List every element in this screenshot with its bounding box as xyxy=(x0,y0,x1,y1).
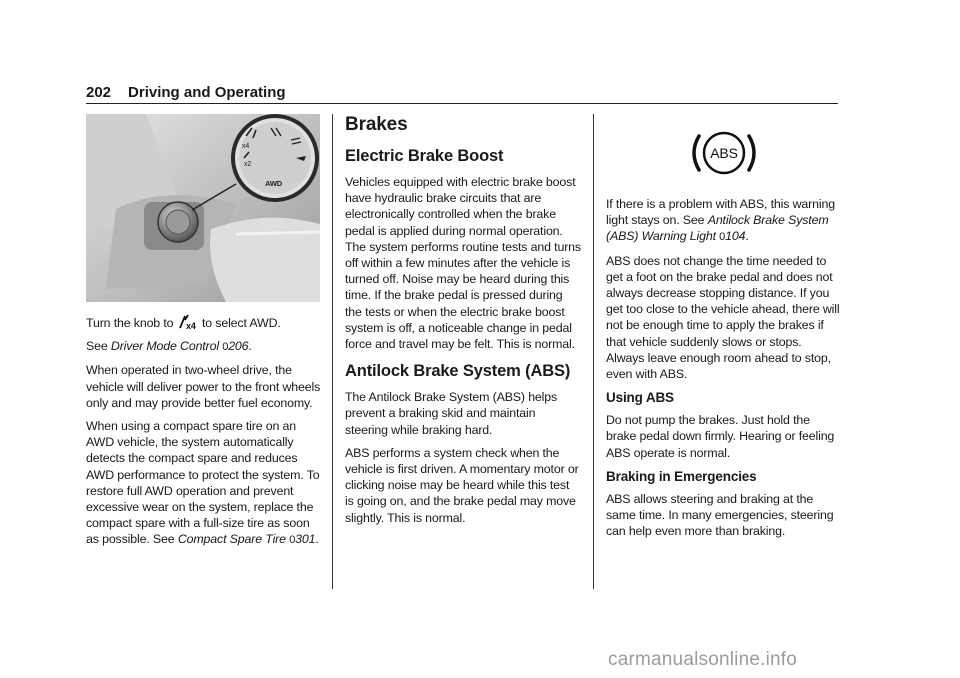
abs-heading: Antilock Brake System (ABS) xyxy=(345,362,571,381)
column-2 xyxy=(345,114,581,533)
column-divider-2 xyxy=(593,114,594,589)
abs-paragraph-1: The Antilock Brake System (ABS) helps prevent a braking skid and maintain steering while braking hard. xyxy=(345,390,558,437)
column-1 xyxy=(86,114,322,556)
using-abs-paragraph: Do not pump the brakes. Just hold the brake pedal down firmly. Hearing or feeling ABS operate is normal. xyxy=(606,413,835,460)
brake-boost-paragraph: Vehicles equipped with electric brake boost have hydraulic brake circuits that are electronically controlled when the brake pedal is applied during normal operation. The system performs routine tests and turns off within a few minutes after the vehicle is turned off. Noise may be heard during this time. If the brake pedal is pressed during the tests or when the electric brake boost system is off, a noticeable change in pedal force and travel may be felt. This is normal. xyxy=(345,175,581,352)
abs-warning-paragraph: If there is a problem with ABS, this warning light stays on. See Antilock Brake System (ABS) Warning Light 0104. xyxy=(606,197,835,244)
using-abs-heading: Using ABS xyxy=(606,390,674,406)
page-ref-symbol: 0 xyxy=(222,341,229,354)
braking-emergencies-heading: Braking in Emergencies xyxy=(606,468,757,484)
page-number: 202 xyxy=(86,84,112,101)
watermark: carmanualsonline.info xyxy=(608,649,798,670)
header-rule xyxy=(86,103,838,104)
turn-knob-paragraph: Turn the knob to x4 to select AWD. xyxy=(86,316,281,330)
compact-spare-link[interactable]: Compact Spare Tire xyxy=(177,532,286,547)
abs-warning-light-link[interactable]: Antilock Brake System (ABS) Warning Light xyxy=(606,213,829,244)
column-3 xyxy=(606,114,842,546)
svg-text:x2: x2 xyxy=(244,161,252,168)
compact-spare-paragraph: When using a compact spare tire on an AWD vehicle, the system automatically detects the compact spare and reduces AWD performance to protect the system. To restore full AWD operation and prevent excessive wear on the system, replace the compact spare with a full-size tire as soon as possible. See Compact Spare Tire 0301. xyxy=(86,419,320,547)
page-ref-number[interactable]: 301 xyxy=(295,532,316,547)
brakes-heading: Brakes xyxy=(345,114,408,135)
abs-warning-icon xyxy=(679,128,769,178)
page-ref-symbol: 0 xyxy=(719,231,726,244)
svg-text:x4: x4 xyxy=(242,143,250,150)
abs-icon-text: ABS xyxy=(710,145,738,161)
awd-label: AWD xyxy=(265,179,283,188)
braking-emergencies-paragraph: ABS allows steering and braking at the same time. In many emergencies, steering can help even more than braking. xyxy=(606,491,834,539)
see-driver-mode-paragraph: See Driver Mode Control 0206. xyxy=(86,339,252,354)
awd-mode-icon xyxy=(177,314,199,330)
page-header xyxy=(86,84,286,101)
console-illustration xyxy=(86,114,320,302)
abs-paragraph-2: ABS performs a system check when the vehicle is first driven. A momentary motor or clicking noise may be heard while this test is going on, and the brake pedal may move slightly. This is normal. xyxy=(345,445,579,525)
drive-mode-knob-photo xyxy=(86,114,320,302)
page-ref-symbol: 0 xyxy=(289,534,296,547)
column-divider-1 xyxy=(332,114,333,589)
two-wheel-paragraph: When operated in two-wheel drive, the vehicle will deliver power to the front wheels only and may provide better fuel economy. xyxy=(86,363,321,410)
page-ref-number[interactable]: 206 xyxy=(228,339,249,354)
abs-time-paragraph: ABS does not change the time needed to get a foot on the brake pedal and does not always decrease stopping distance. If you get too close to the vehicle ahead, there will not be enough time to apply the brakes if that vehicle suddenly slows or stops. Always leave enough room ahead to stop, even with ABS. xyxy=(606,253,840,382)
page-ref-number[interactable]: 104 xyxy=(725,229,746,244)
electric-brake-boost-heading: Electric Brake Boost xyxy=(345,147,504,165)
svg-text:x4: x4 xyxy=(185,321,196,330)
driver-mode-link[interactable]: Driver Mode Control xyxy=(110,339,219,354)
section-title: Driving and Operating xyxy=(128,84,286,101)
